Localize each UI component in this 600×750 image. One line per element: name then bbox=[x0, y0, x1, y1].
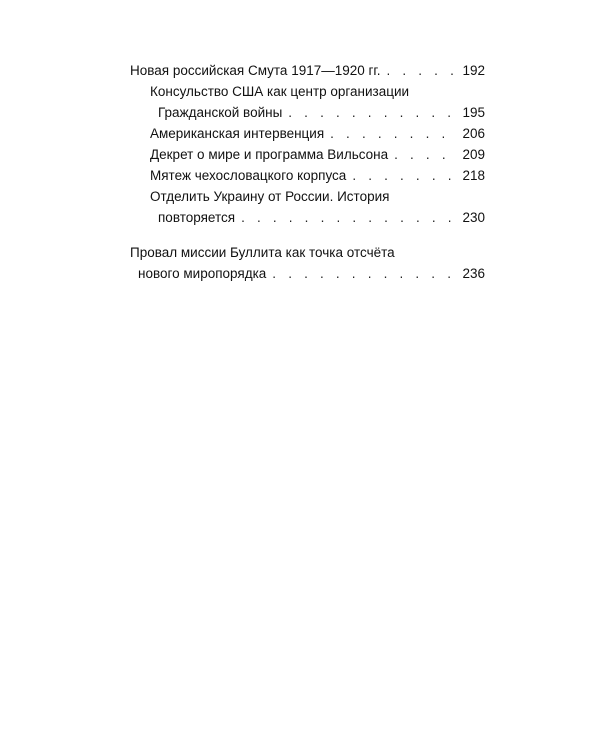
toc-entry-title: Отделить Украину от России. История bbox=[150, 189, 390, 204]
dot-leader bbox=[352, 165, 458, 186]
toc-page-number: 236 bbox=[462, 266, 485, 281]
toc-page-number: 206 bbox=[462, 126, 485, 141]
toc-entry-line bbox=[130, 144, 485, 165]
table-of-contents bbox=[130, 60, 485, 284]
toc-entry-title-continuation: Гражданской войны bbox=[158, 105, 283, 120]
dot-leader bbox=[288, 102, 458, 123]
toc-page-number: 195 bbox=[462, 105, 485, 120]
toc-entry-title: Американская интервенция bbox=[150, 126, 325, 141]
toc-page-number: 218 bbox=[462, 168, 485, 183]
toc-entry-title: Мятеж чехословацкого корпуса bbox=[150, 168, 347, 183]
toc-entry-title: Декрет о мире и программа Вильсона bbox=[150, 147, 389, 162]
toc-entry-section[interactable] bbox=[130, 144, 485, 165]
section-spacer bbox=[130, 228, 485, 242]
dot-leader bbox=[330, 123, 458, 144]
toc-entry-line bbox=[130, 186, 485, 207]
toc-entry-title: Консульство США как центр организации bbox=[150, 84, 410, 99]
dot-leader bbox=[394, 144, 458, 165]
toc-entry-chapter[interactable] bbox=[130, 60, 485, 81]
toc-entry-title-continuation: нового миропорядка bbox=[138, 266, 267, 281]
toc-entry-line bbox=[130, 81, 485, 102]
toc-entry-line bbox=[130, 102, 485, 123]
toc-entry-line bbox=[130, 123, 485, 144]
toc-page-number: 230 bbox=[462, 210, 485, 225]
toc-entry-section[interactable] bbox=[130, 186, 485, 228]
toc-entry-title-continuation: повторяется bbox=[158, 210, 236, 225]
toc-entry-line bbox=[130, 60, 485, 81]
dot-leader bbox=[386, 60, 458, 81]
dot-leader bbox=[272, 263, 458, 284]
toc-entry-line bbox=[130, 263, 485, 284]
toc-entry-line bbox=[130, 242, 485, 263]
dot-leader bbox=[241, 207, 458, 228]
toc-entry-title: Новая российская Смута 1917—1920 гг. bbox=[130, 63, 381, 78]
toc-entry-title: Провал миссии Буллита как точка отсчёта bbox=[130, 245, 395, 260]
toc-page-number: 192 bbox=[462, 63, 485, 78]
toc-entry-line bbox=[130, 165, 485, 186]
toc-entry-section[interactable] bbox=[130, 123, 485, 144]
toc-entry-section[interactable] bbox=[130, 165, 485, 186]
toc-entry-chapter[interactable] bbox=[130, 242, 485, 284]
toc-entry-section[interactable] bbox=[130, 81, 485, 123]
toc-entry-line bbox=[130, 207, 485, 228]
toc-page-number: 209 bbox=[462, 147, 485, 162]
